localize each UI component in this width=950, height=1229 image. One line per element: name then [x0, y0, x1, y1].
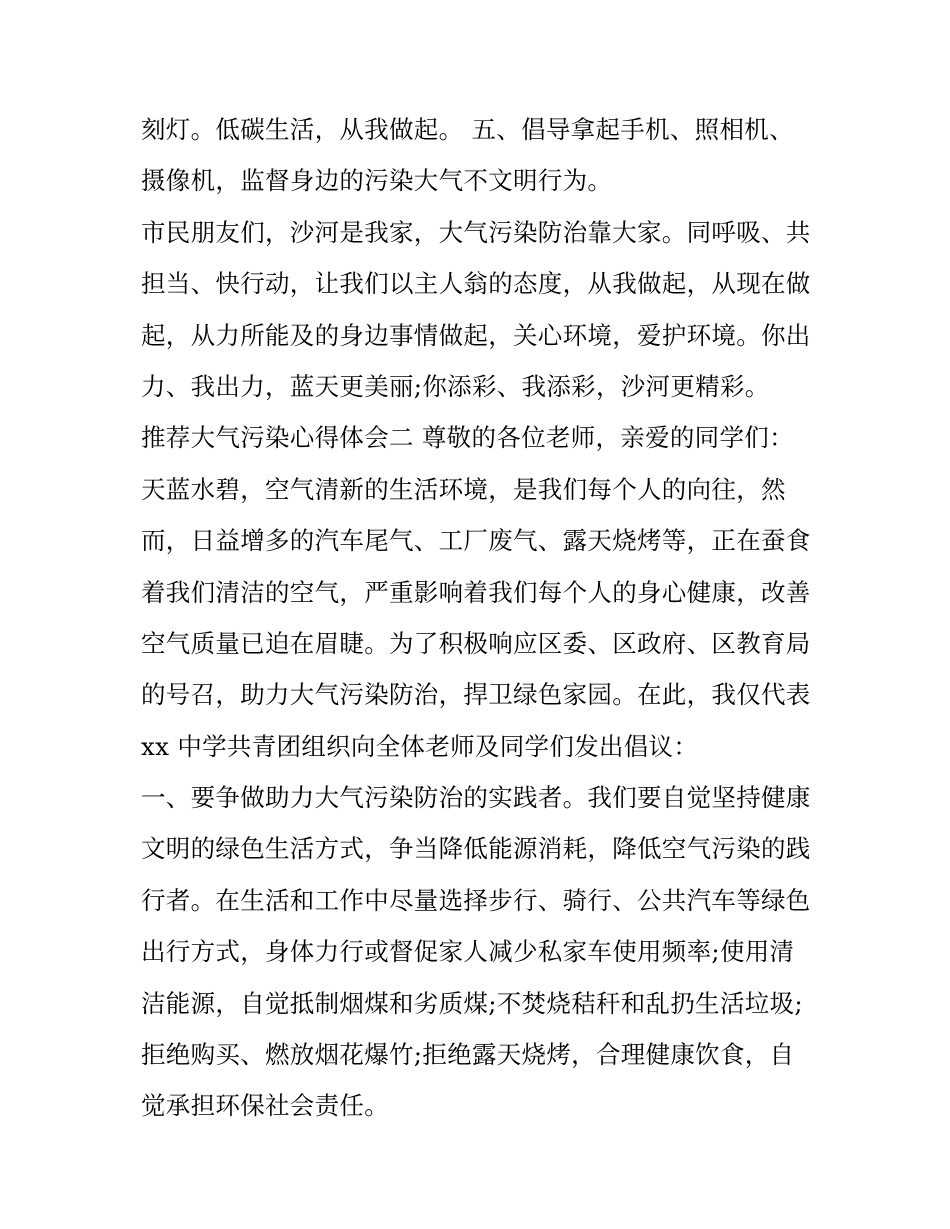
- body-text: [141, 104, 821, 1132]
- text-line-1: 刻灯。低碳生活，从我做起。 五、倡导拿起手机、照相机、: [141, 115, 794, 144]
- text-line-7: 推荐大气污染心得体会二 尊敬的各位老师，亲爱的同学们：: [141, 423, 794, 453]
- text-line-17: 出行方式，身体力行或督促家人减少私家车使用频率;使用清: [141, 937, 795, 967]
- text-line-18: 洁能源，自觉抵制烟煤和劣质煤;不焚烧秸秆和乱扔生活垃圾;: [141, 988, 803, 1018]
- text-line-3: 市民朋友们，沙河是我家，大气污染防治靠大家。同呼吸、共: [141, 217, 811, 247]
- text-line-10: 着我们清洁的空气，严重影响着我们每个人的身心健康，改善: [141, 577, 811, 607]
- text-line-16: 行者。在生活和工作中尽量选择步行、骑行、公共汽车等绿色: [141, 885, 811, 915]
- text-line-19: 拒绝购买、燃放烟花爆竹;拒绝露天烧烤，合理健康饮食，自: [141, 1040, 795, 1070]
- text-line-12: 的号召，助力大气污染防治，捍卫绿色家园。在此，我仅代表: [141, 680, 811, 710]
- text-line-8: 天蓝水碧，空气清新的生活环境，是我们每个人的向往，然: [141, 474, 786, 504]
- text-line-2: 摄像机，监督身边的污染大气不文明行为。: [141, 166, 613, 196]
- text-line-6: 力、我出力，蓝天更美丽;你添彩、我添彩，沙河更精彩。: [141, 371, 770, 401]
- text-line-4: 担当、快行动，让我们以主人翁的态度，从我做起，从现在做: [141, 269, 811, 299]
- text-line-20: 觉承担环保社会责任。: [141, 1091, 389, 1121]
- text-line-15: 文明的绿色生活方式，争当降低能源消耗，降低空气污染的践: [141, 834, 811, 864]
- text-line-13: xx 中学共青团组织向全体老师及同学们发出倡议：: [141, 731, 699, 761]
- text-line-5: 起，从力所能及的身边事情做起，关心环境，爱护环境。你出: [141, 320, 811, 350]
- text-line-11: 空气质量已迫在眉睫。为了积极响应区委、区政府、区教育局: [141, 628, 811, 658]
- text-line-9: 而，日益增多的汽车尾气、工厂废气、露天烧烤等，正在蚕食: [141, 526, 811, 556]
- text-line-14: 一、要争做助力大气污染防治的实践者。我们要自觉坚持健康: [141, 783, 811, 813]
